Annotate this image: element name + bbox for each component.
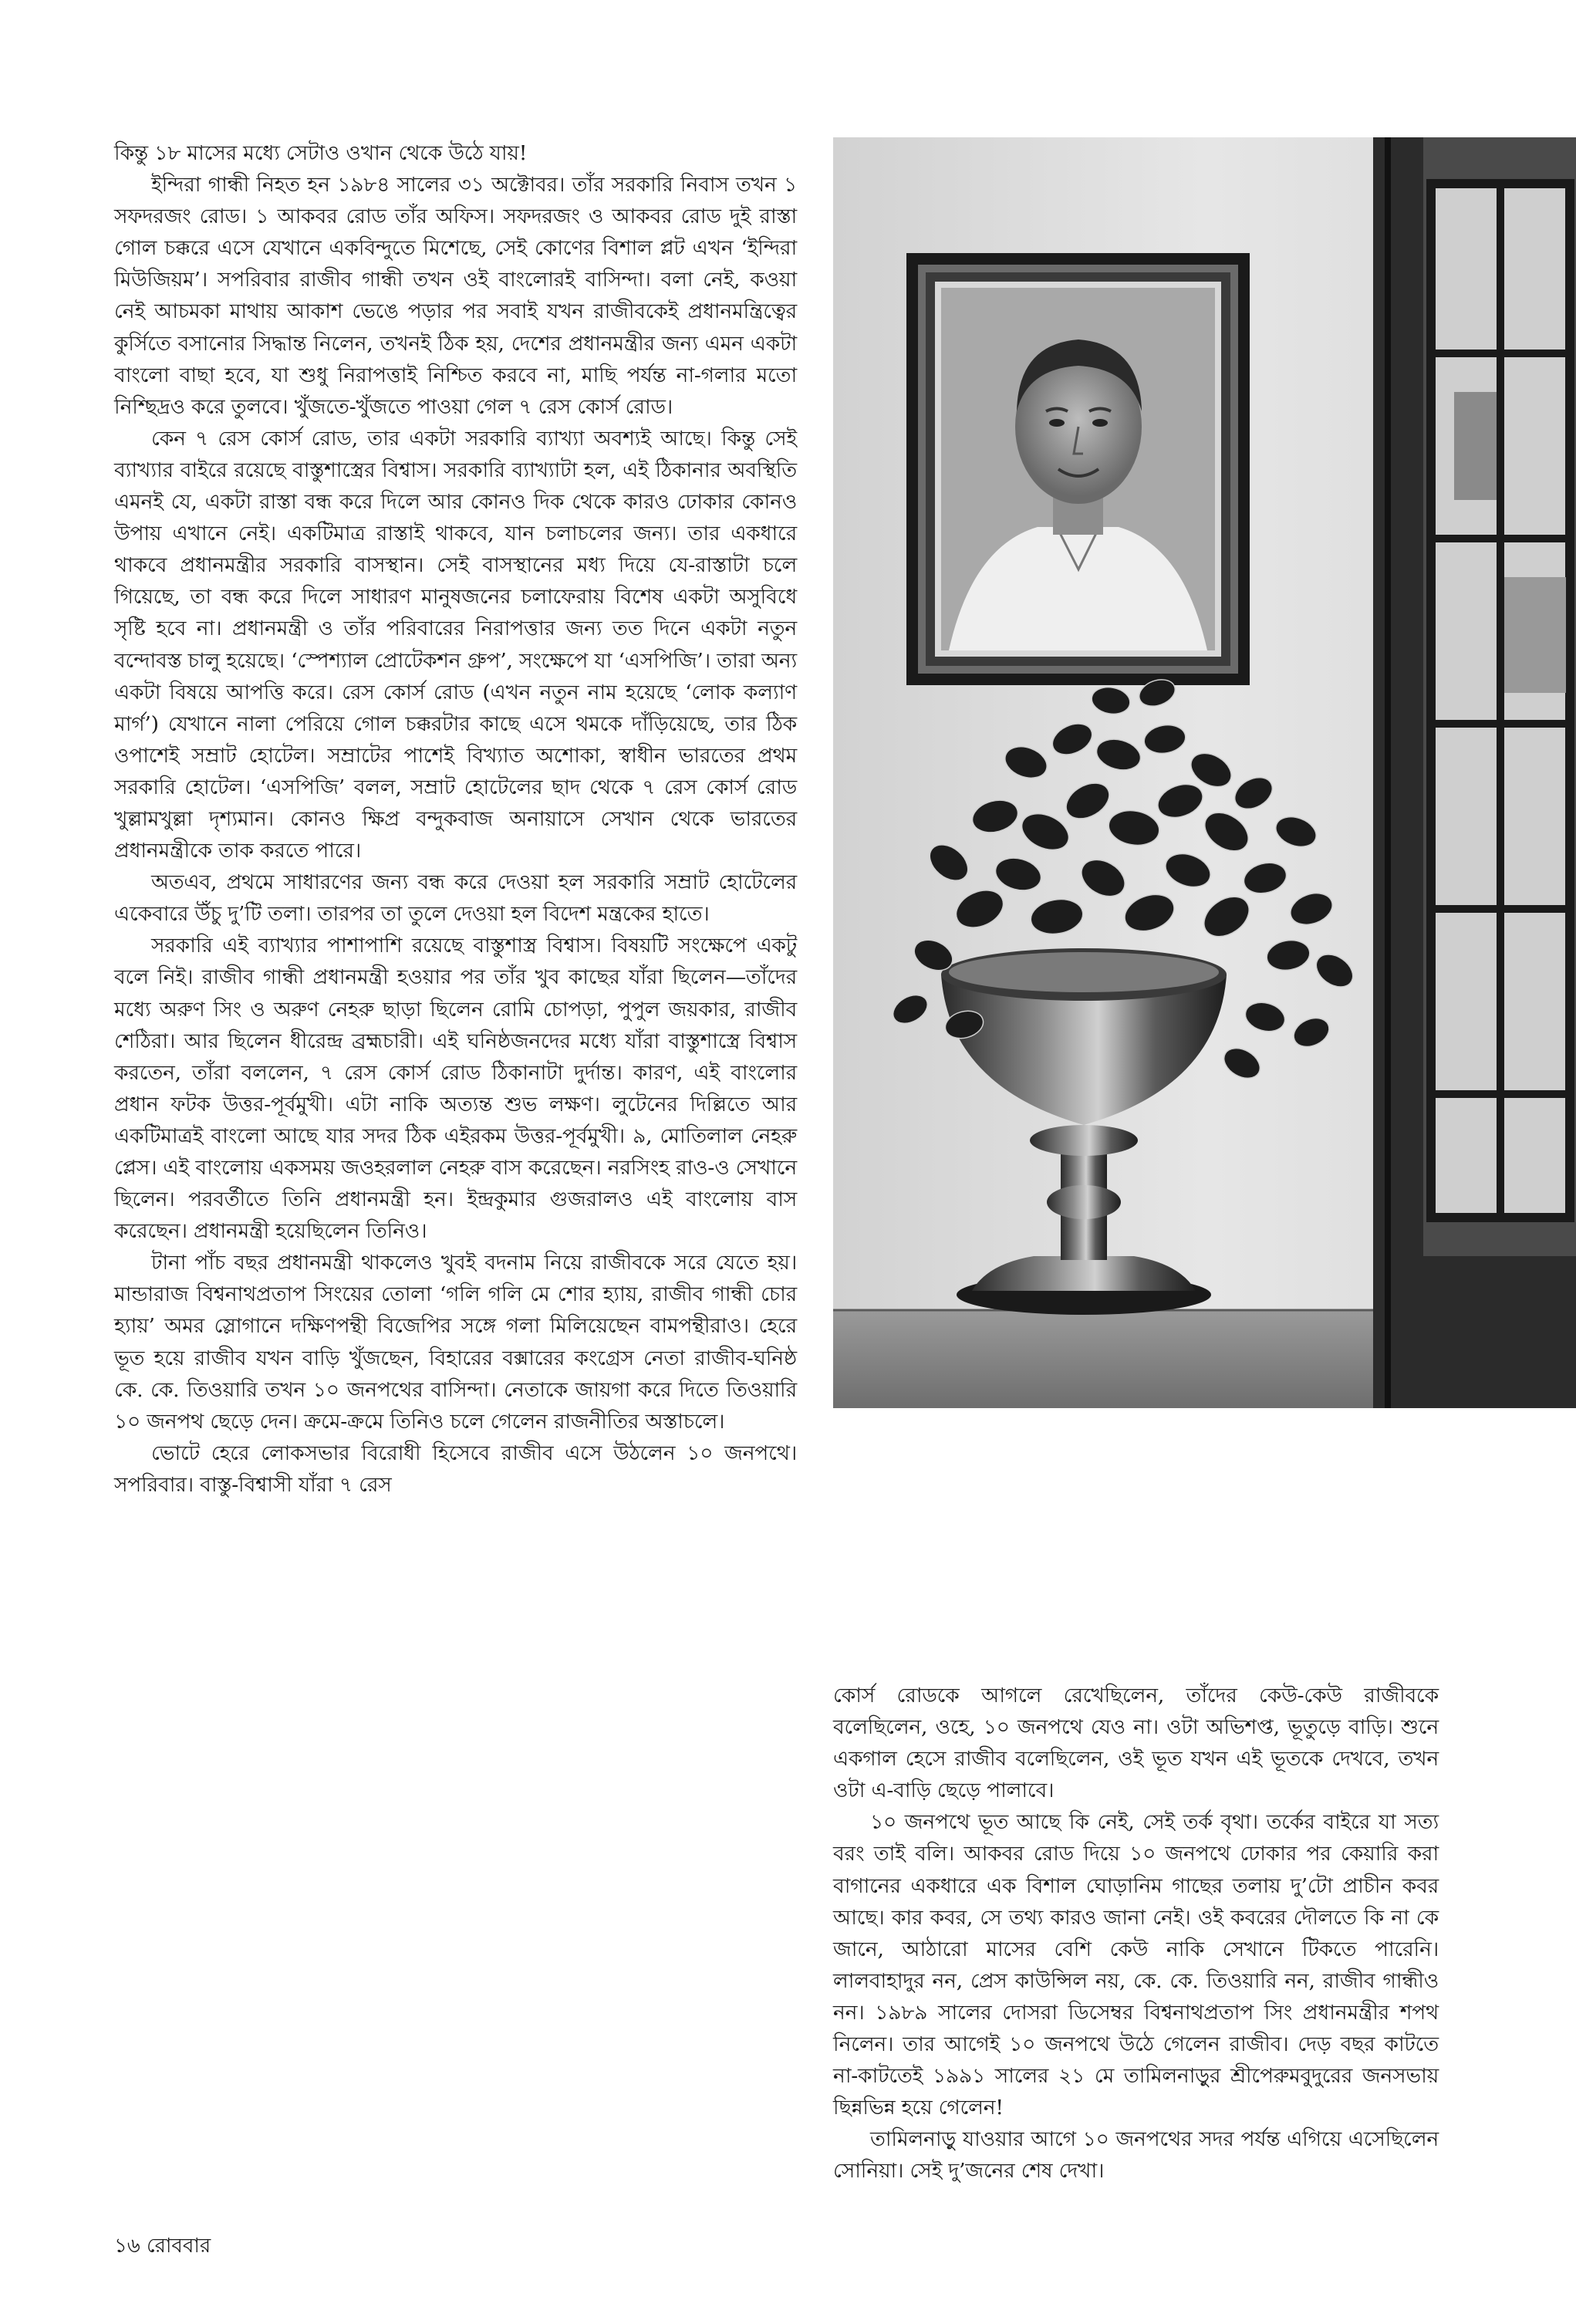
article-photo	[833, 137, 1576, 1408]
paragraph: কিন্তু ১৮ মাসের মধ্যে সেটাও ওখান থেকে উঠে যায়!	[114, 141, 528, 165]
paragraph: ১০ জনপথে ভূত আছে কি নেই, সেই তর্ক বৃথা। তর্কের বাইরে যা সত্য বরং তাই বলি। আকবর রোড দিয়ে ১০ জনপথে ঢোকার পর কেয়ারি করা বাগানের একধারে এক বিশাল ঘোড়ানিম গাছের তলায় দু’টো প্রাচীন কবর আছে। কার কবর, সে তথ্য কারও জানা নেই। ওই কবরের দৌলতে কি না কে জানে, আঠারো মাসের বেশি কেউ নাকি সেখানে টিকতে পারেনি। লালবাহাদুর নন, প্রেস কাউন্সিল নয়, কে. কে. তিওয়ারি নন, রাজীব গান্ধীও নন। ১৯৮৯ সালের দোসরা ডিসেম্বর বিশ্বনাথপ্রতাপ সিং প্রধানমন্ত্রীর শপথ নিলেন। তার আগেই ১০ জনপথে উঠে গেলেন রাজীব। দেড় বছর কাটতে না-কাটতেই ১৯৯১ সালের ২১ মে তামিলনাড়ুর শ্রীপেরুমবুদুরের জনসভায় ছিন্নভিন্ন হয়ে গেলেন!	[833, 1810, 1439, 2120]
article-left-column	[114, 137, 797, 1501]
paragraph: ইন্দিরা গান্ধী নিহত হন ১৯৮৪ সালের ৩১ অক্টোবর। তাঁর সরকারি নিবাস তখন ১ সফদরজং রোড। ১ আকবর রোড তাঁর অফিস। সফদরজং ও আকবর রোড দুই রাস্তা গোল চক্করে এসে যেখানে একবিন্দুতে মিশেছে, সেই কোণের বিশাল প্লট এখন ‘ইন্দিরা মিউজিয়ম’। সপরিবার রাজীব গান্ধী তখন ওই বাংলোরই বাসিন্দা। বলা নেই, কওয়া নেই আচমকা মাথায় আকাশ ভেঙে পড়ার পর সবাই যখন রাজীবকেই প্রধানমন্ত্রিত্বের কুর্সিতে বসানোর সিদ্ধান্ত নিলেন, তখনই ঠিক হয়, দেশের প্রধানমন্ত্রীর জন্য এমন একটা বাংলো বাছা হবে, যা শুধু নিরাপত্তাই নিশ্চিত করবে না, মাছি পর্যন্ত না-গলার মতো নিশ্ছিদ্রও করে তুলবে। খুঁজতে-খুঁজতে পাওয়া গেল ৭ রেস কোর্স রোড।	[114, 173, 797, 419]
paragraph: সরকারি এই ব্যাখ্যার পাশাপাশি রয়েছে বাস্তুশাস্ত্র বিশ্বাস। বিষয়টি সংক্ষেপে একটু বলে নিই। রাজীব গান্ধী প্রধানমন্ত্রী হওয়ার পর তাঁর খুব কাছের যাঁরা ছিলেন—তাঁদের মধ্যে অরুণ সিং ও অরুণ নেহরু ছাড়া ছিলেন রোমি চোপড়া, পুপুল জয়কার, রাজীব শেঠিরা। আর ছিলেন ধীরেন্দ্র ব্রহ্মচারী। এই ঘনিষ্ঠজনদের মধ্যে যাঁরা বাস্তুশাস্ত্রে বিশ্বাস করতেন, তাঁরা বললেন, ৭ রেস কোর্স রোড ঠিকানাটা দুর্দান্ত। কারণ, এই বাংলোর প্রধান ফটক উত্তর-পূর্বমুখী। এটা নাকি অত্যন্ত শুভ লক্ষণ। লুটেনের দিল্লিতে আর একটিমাত্রই বাংলো আছে যার সদর ঠিক এইরকম উত্তর-পূর্বমুখী। ৯, মোতিলাল নেহরু প্লেস। এই বাংলোয় একসময় জওহরলাল নেহরু বাস করেছেন। নরসিংহ রাও-ও সেখানে ছিলেন। পরবর্তীতে তিনি প্রধানমন্ত্রী হন। ইন্দ্রকুমার গুজরালও এই বাংলোয় বাস করেছেন। প্রধানমন্ত্রী হয়েছিলেন তিনিও।	[114, 934, 797, 1244]
paragraph: কেন ৭ রেস কোর্স রোড, তার একটা সরকারি ব্যাখ্যা অবশ্যই আছে। কিন্তু সেই ব্যাখ্যার বাইরে রয়েছে বাস্তুশাস্ত্রের বিশ্বাস। সরকারি ব্যাখ্যাটা হল, এই ঠিকানার অবস্থিতি এমনই যে, একটা রাস্তা বন্ধ করে দিলে আর কোনও দিক থেকে কারও ঢোকার কোনও উপায় এখানে নেই। একটিমাত্র রাস্তাই থাকবে, যান চলাচলের জন্য। তার একধারে থাকবে প্রধানমন্ত্রীর সরকারি বাসস্থান। সেই বাসস্থানের মধ্য দিয়ে যে-রাস্তাটা চলে গিয়েছে, তা বন্ধ করে দিলে সাধারণ মানুষজনের চলাফেরায় বিশেষ একটা অসুবিধে সৃষ্টি হবে না। প্রধানমন্ত্রী ও তাঁর পরিবারের নিরাপত্তার জন্য তত দিনে একটা নতুন বন্দোবস্ত চালু হয়েছে। ‘স্পেশ্যাল প্রোটেকশন গ্রুপ’, সংক্ষেপে যা ‘এসপিজি’। তারা অন্য একটা বিষয়ে আপত্তি করে। রেস কোর্স রোড (এখন নতুন নাম হয়েছে ‘লোক কল্যাণ মার্গ’) যেখানে নালা পেরিয়ে গোল চক্করটার কাছে এসে থমকে দাঁড়িয়েছে, তার ঠিক ওপাশেই সম্রাট হোটেল। সম্রাটের পাশেই বিখ্যাত অশোকা, স্বাধীন ভারতের প্রথম সরকারি হোটেল। ‘এসপিজি’ বলল, সম্রাট হোটেলের ছাদ থেকে ৭ রেস কোর্স রোড খুল্লামখুল্লা দৃশ্যমান। কোনও ক্ষিপ্র বন্দুকবাজ অনায়াসে সেখান থেকে ভারতের প্রধানমন্ত্রীকে তাক করতে পারে।	[114, 426, 797, 863]
paragraph: ভোটে হেরে লোকসভার বিরোধী হিসেবে রাজীব এসে উঠলেন ১০ জনপথে। সপরিবার। বাস্তু-বিশ্বাসী যাঁরা ৭ রেস	[114, 1441, 797, 1497]
photo-illustration	[833, 137, 1576, 1408]
paragraph: টানা পাঁচ বছর প্রধানমন্ত্রী থাকলেও খুবই বদনাম নিয়ে রাজীবকে সরে যেতে হয়। মান্ডারাজ বিশ্বনাথপ্রতাপ সিংয়ের তোলা ‘গলি গলি মে শোর হ্যায়, রাজীব গান্ধী চোর হ্যায়’ অমর স্লোগানে দক্ষিণপন্থী বিজেপির সঙ্গে গলা মিলিয়েছেন বামপন্থীরাও। হেরে ভূত হয়ে রাজীব যখন বাড়ি খুঁজছেন, বিহারের বক্সারের কংগ্রেস নেতা রাজীব-ঘনিষ্ঠ কে. কে. তিওয়ারি তখন ১০ জনপথের বাসিন্দা। নেতাকে জায়গা করে দিতে তিওয়ারি ১০ জনপথ ছেড়ে দেন। ক্রমে-ক্রমে তিনিও চলে গেলেন রাজনীতির অস্তাচলে।	[114, 1251, 797, 1434]
paragraph: কোর্স রোডকে আগলে রেখেছিলেন, তাঁদের কেউ-কেউ রাজীবকে বলেছিলেন, ওহে, ১০ জনপথে যেও না। ওটা অভিশপ্ত, ভূতুড়ে বাড়ি। শুনে একগাল হেসে রাজীব বলেছিলেন, ওই ভূত যখন এই ভূতকে দেখবে, তখন ওটা এ-বাড়ি ছেড়ে পালাবে।	[833, 1684, 1439, 1803]
paragraph: তামিলনাড়ু যাওয়ার আগে ১০ জনপথের সদর পর্যন্ত এগিয়ে এসেছিলেন সোনিয়া। সেই দু’জনের শেষ দেখা।	[833, 2127, 1439, 2184]
article-right-column	[833, 1680, 1439, 2187]
page-footer: ১৬ রোববার	[114, 2234, 211, 2258]
paragraph: অতএব, প্রথমে সাধারণের জন্য বন্ধ করে দেওয়া হল সরকারি সম্রাট হোটেলের একেবারে উঁচু দু’টি তলা। তারপর তা তুলে দেওয়া হল বিদেশ মন্ত্রকের হাতে।	[114, 870, 797, 927]
